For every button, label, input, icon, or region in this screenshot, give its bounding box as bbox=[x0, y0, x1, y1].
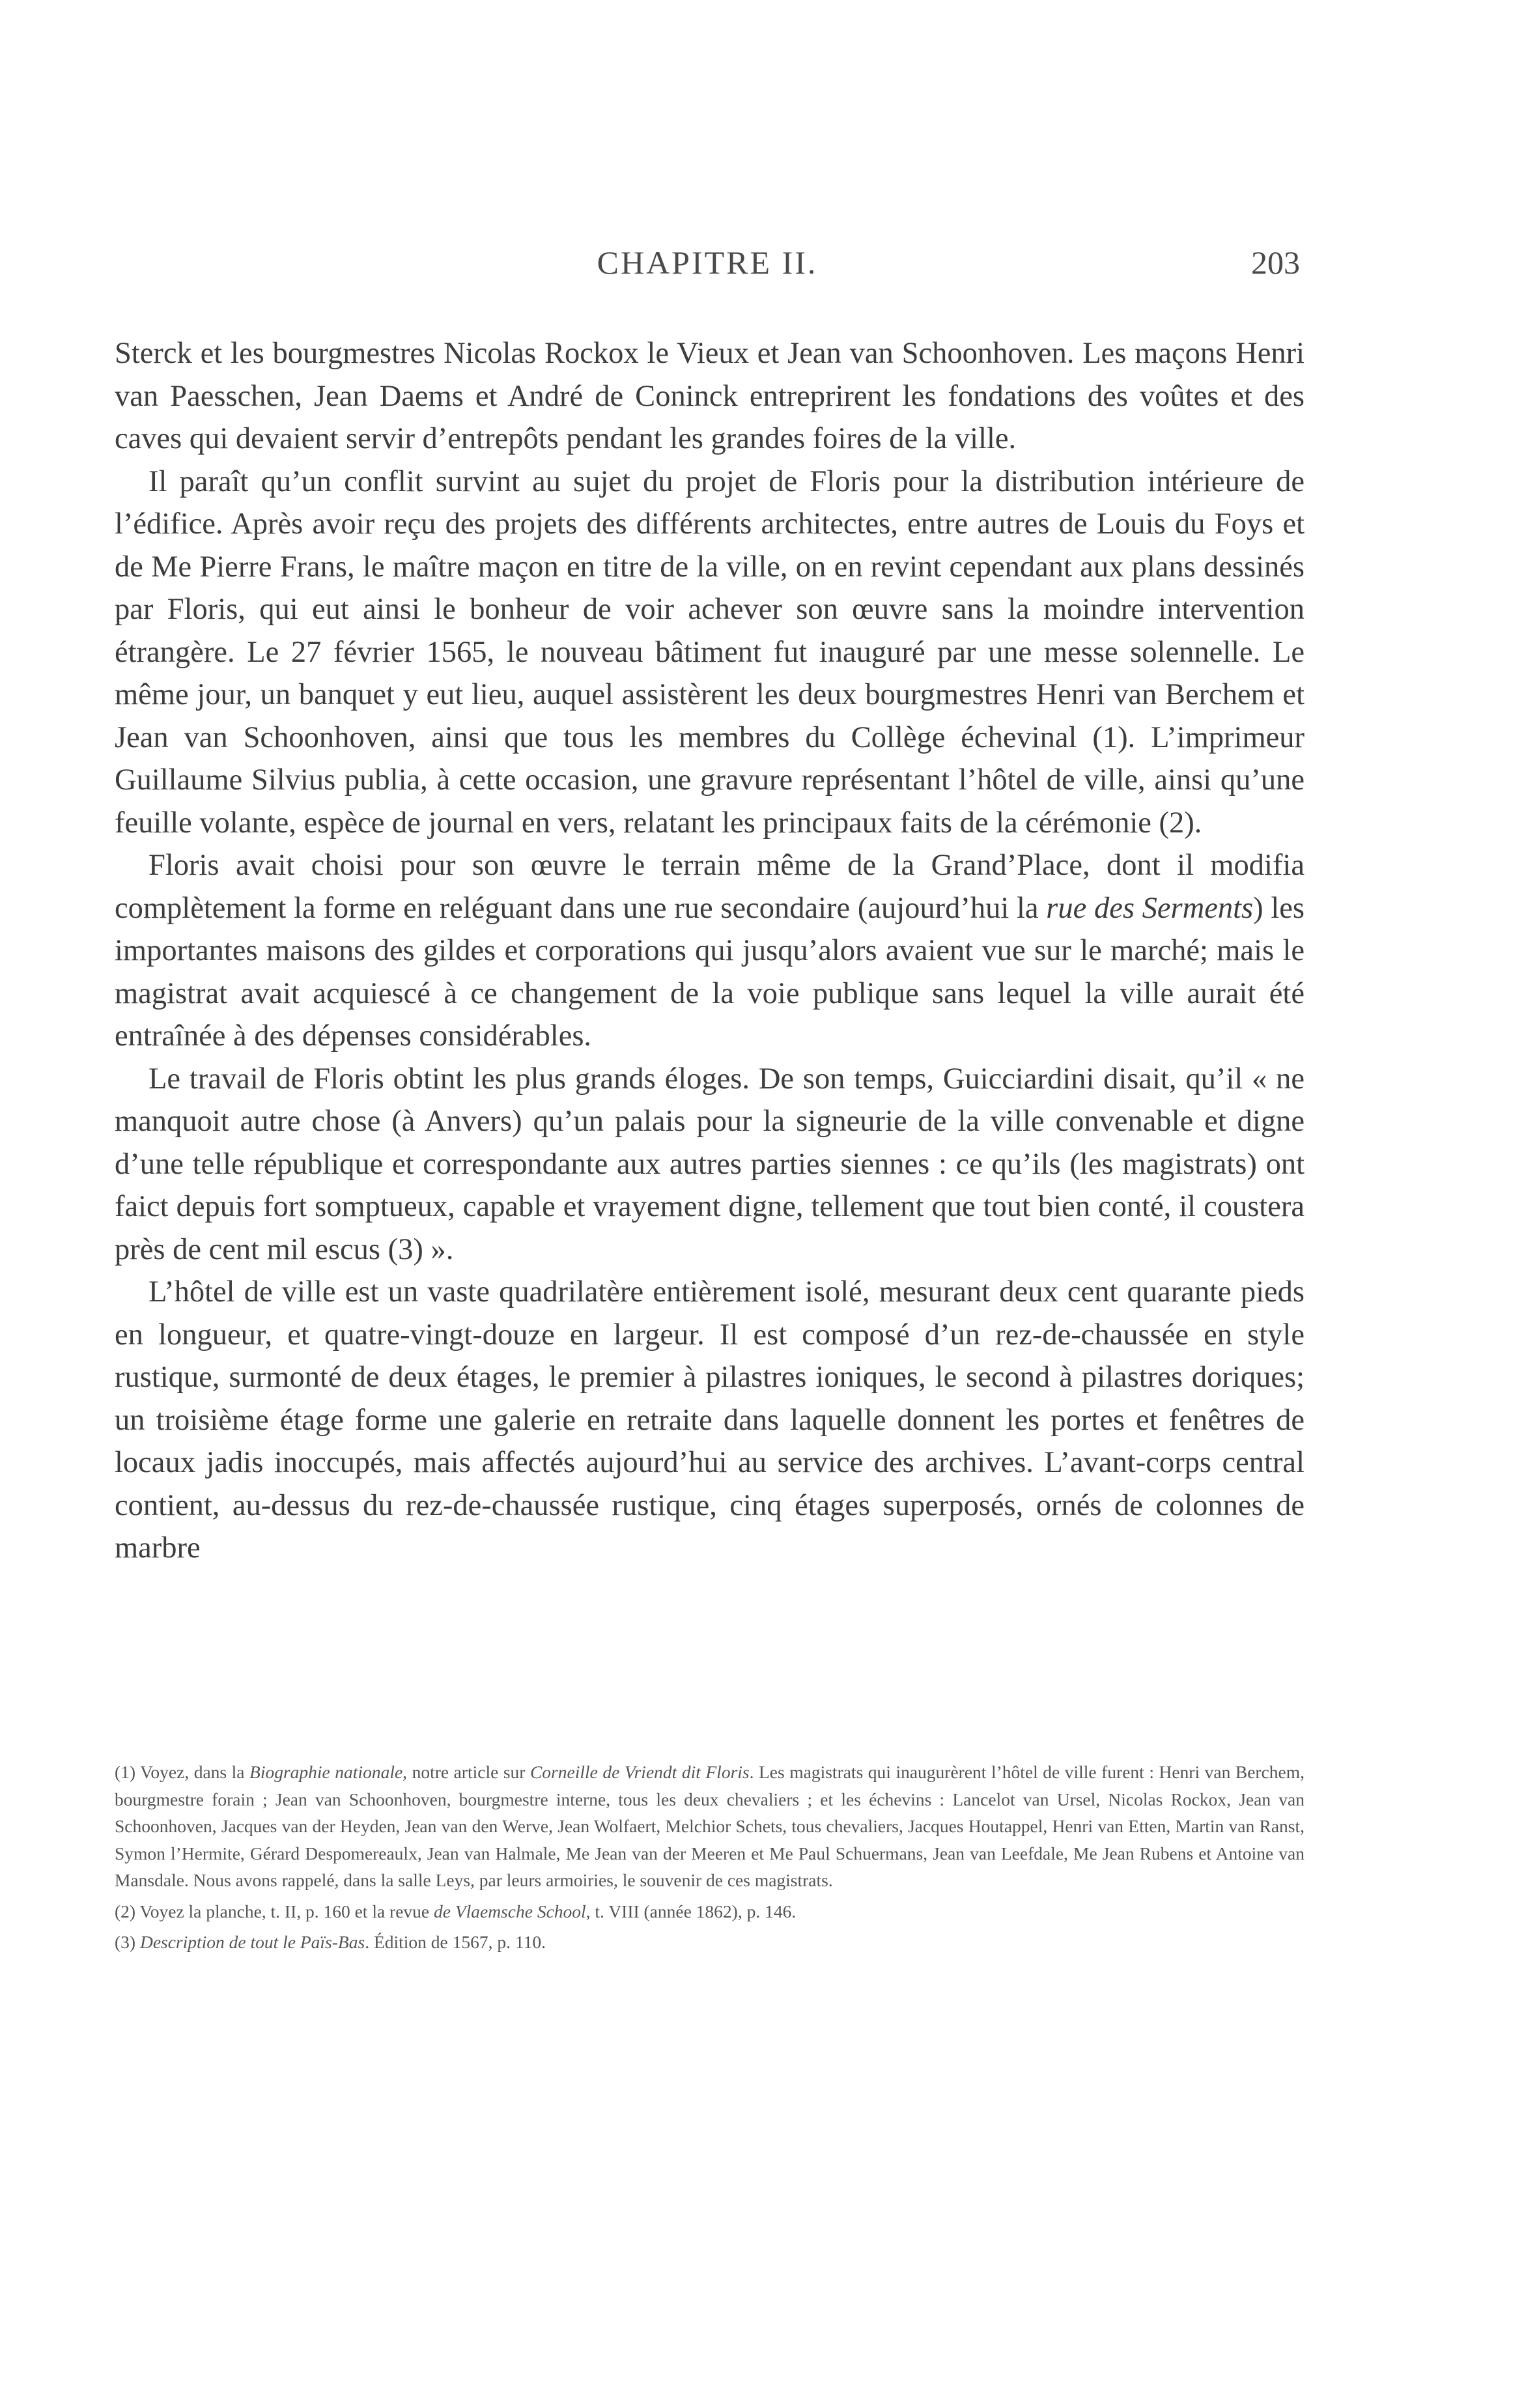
footnote-2-text-b: , t. VIII (année 1862), p. 146. bbox=[586, 1901, 797, 1921]
footnote-1-title-a: Biographie nationale bbox=[249, 1762, 403, 1782]
paragraph-2: Il paraît qu’un conflit survint au sujet du projet de Floris pour la distribution intérieure de l’édifice. Après avoir reçu des projets des différents architectes, entre autres de Louis du Foys et de Me Pierre Frans, le maître maçon en titre de la ville, on en revint cependant aux plans dessinés par Floris, qui eut ainsi le bonheur de voir achever son œuvre sans la moindre intervention étrangère. Le 27 février 1565, le nouveau bâtiment fut inauguré par une messe solennelle. Le même jour, un banquet y eut lieu, auquel assistèrent les deux bourgmestres Henri van Berchem et Jean van Schoonhoven, ainsi que tous les membres du Collège échevinal (1). L’imprimeur Guillaume Silvius publia, à cette occasion, une gravure représentant l’hôtel de ville, ainsi qu’une feuille volante, espèce de journal en vers, relatant les principaux faits de la cérémonie (2). bbox=[115, 464, 1305, 840]
body-text bbox=[115, 332, 1305, 1570]
paragraph-3-text-b: ) les importantes maisons des gildes et corporations qui jusqu’alors avaient vue sur le marché; mais le magistrat avait acquiescé à ce changement de la voie publique sans lequel la ville aurait été entraînée à des dépenses considérables. bbox=[115, 891, 1305, 1053]
paragraph-5: L’hôtel de ville est un vaste quadrilatère entièrement isolé, mesurant deux cent quarante pieds en longueur, et quatre-vingt-douze en largeur. Il est composé d’un rez-de-chaussée en style rustique, surmonté de deux étages, le premier à pilastres ioniques, le second à pilastres doriques; un troisième étage forme une galerie en retraite dans laquelle donnent les portes et fenêtres de locaux jadis inoccupés, mais affectés aujourd’hui au service des archives. L’avant-corps central contient, au-dessus du rez-de-chaussée rustique, cinq étages superposés, ornés de colonnes de marbre bbox=[115, 1275, 1305, 1565]
footnote-1-title-b: Corneille de Vriendt dit Floris bbox=[529, 1762, 750, 1782]
footnote-2 bbox=[115, 1898, 1305, 1925]
page-number: 203 bbox=[1251, 244, 1300, 281]
footnote-1 bbox=[115, 1759, 1305, 1894]
footnote-1-text-b: , notre article sur bbox=[402, 1762, 530, 1782]
footnotes bbox=[115, 1759, 1305, 1960]
paragraph-4: Le travail de Floris obtint les plus grands éloges. De son temps, Guicciardini disait, qu’il « ne manquoit autre chose (à Anvers) qu’un palais pour la signeurie de la ville convenable et digne d’une telle république et correspondante aux autres parties siennes : ce qu’ils (les magistrats) ont faict depuis fort somptueux, capable et vrayement digne, tellement que tout bien conté, il coustera près de cent mil escus (3) ». bbox=[115, 1062, 1305, 1266]
running-header bbox=[115, 240, 1300, 285]
footnote-1-text-c: . Les magistrats qui inaugurèrent l’hôtel de ville furent : Henri van Berchem, bourgmestre forain ; Jean van Schoonhoven, bourgmestre interne, tous les deux chevaliers ; et les échevins : Lancelot van Ursel, Nicolas Rockox, Jean van Schoonhoven, Jacques van der Heyden, Jean van den Werve, Jean Wolfaert, Melchior Schets, tous chevaliers, Jacques Houtappel, Henri van Etten, Martin van Ranst, Symon l’Hermite, Gérard Despomereaulx, Jean van Halmale, Me Jean van der Meeren et Me Paul Schuermans, Jean van Leefdale, Me Jean Rubens et Antoine van Mansdale. Nous avons rappelé, dans la salle Leys, par leurs armoiries, le souvenir de ces magistrats. bbox=[115, 1762, 1305, 1890]
footnote-2-title: de Vlaemsche School bbox=[434, 1901, 586, 1921]
paragraph-1: Sterck et les bourgmestres Nicolas Rockox le Vieux et Jean van Schoonhoven. Les maçons Henri van Paesschen, Jean Daems et André de Coninck entreprirent les fondations des voûtes et des caves qui devaient servir d’entrepôts pendant les grandes foires de la ville. bbox=[115, 337, 1305, 455]
paragraph-3-text-a: Floris avait choisi pour son œuvre le terrain même de la Grand’Place, dont il modifia complètement la forme en reléguant dans une rue secondaire (aujourd’hui la bbox=[115, 849, 1305, 925]
chapter-title: CHAPITRE II. bbox=[597, 244, 818, 281]
street-name: rue des Serments bbox=[1046, 891, 1254, 925]
footnote-1-text-a: (1) Voyez, dans la bbox=[115, 1762, 250, 1782]
footnote-3 bbox=[115, 1929, 1305, 1956]
footnote-2-text-a: (2) Voyez la planche, t. II, p. 160 et la revue bbox=[115, 1901, 434, 1921]
paragraph-3 bbox=[115, 844, 1305, 1058]
footnote-3-text-b: . Édition de 1567, p. 110. bbox=[365, 1932, 546, 1952]
footnote-3-text-a: (3) bbox=[115, 1932, 140, 1952]
footnote-3-title: Description de tout le Païs-Bas bbox=[139, 1932, 365, 1952]
